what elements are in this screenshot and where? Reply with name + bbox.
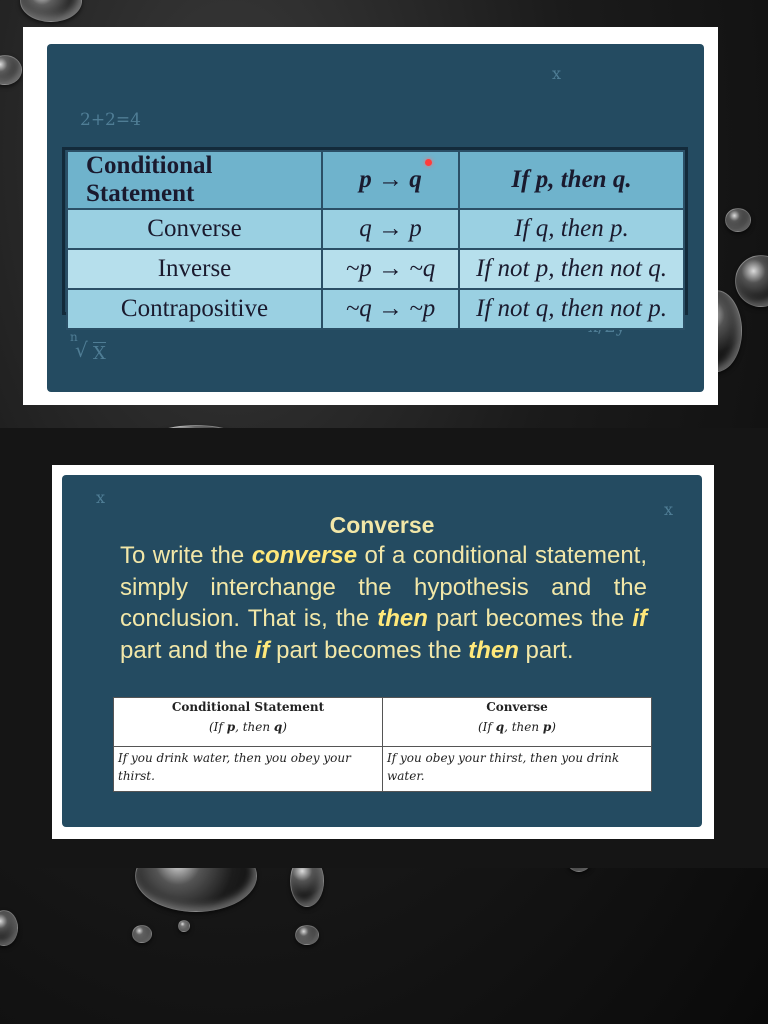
table-row bbox=[67, 151, 684, 209]
column-header-converse bbox=[383, 698, 652, 747]
root-decoration: √ bbox=[75, 338, 88, 362]
column-header-conditional bbox=[114, 698, 383, 747]
row-label: Inverse bbox=[67, 249, 322, 289]
table-row bbox=[67, 249, 684, 289]
water-droplet bbox=[132, 925, 152, 943]
paragraph-text: part. bbox=[518, 636, 574, 664]
equation-decoration: 2+2=4 bbox=[80, 110, 141, 130]
row-meaning: If not p, then not q. bbox=[459, 249, 684, 289]
emphasis-then: then bbox=[377, 605, 428, 632]
x-decoration: x bbox=[552, 64, 562, 83]
header-text: Conditional Statement bbox=[171, 700, 325, 714]
water-droplet bbox=[20, 0, 82, 22]
converse-example-table bbox=[113, 697, 652, 792]
row-symbol: p → q bbox=[322, 151, 459, 209]
water-droplet bbox=[0, 910, 18, 946]
paragraph-text: To write the bbox=[120, 542, 252, 569]
row-label: Converse bbox=[67, 209, 322, 249]
laser-pointer-dot bbox=[425, 159, 432, 166]
emphasis-then: then bbox=[468, 636, 519, 664]
water-droplet bbox=[295, 925, 319, 945]
emphasis-converse: converse bbox=[251, 542, 358, 569]
conditional-example: If you drink water, then you obey your thirst. bbox=[114, 747, 383, 792]
paragraph-text: part becomes the bbox=[427, 605, 633, 632]
table-row bbox=[67, 289, 684, 329]
water-droplet bbox=[735, 255, 768, 307]
root-var-decoration: X bbox=[93, 343, 106, 364]
paragraph-text: of a conditional statement, simply interchange the hypothesis and the conclusion. That is, the bbox=[120, 542, 647, 632]
converse-explanation bbox=[120, 540, 647, 666]
header-text: Converse bbox=[486, 700, 548, 714]
emphasis-if: if bbox=[254, 636, 270, 664]
water-droplet bbox=[0, 55, 22, 85]
row-meaning: If not q, then not p. bbox=[459, 289, 684, 329]
header-subtext: (If p, then q) bbox=[209, 720, 287, 734]
row-symbol: q → p bbox=[322, 209, 459, 249]
conditional-statements-table bbox=[66, 150, 685, 330]
row-symbol: ~p → ~q bbox=[322, 249, 459, 289]
table-row bbox=[67, 209, 684, 249]
row-meaning: If p, then q. bbox=[459, 151, 684, 209]
row-label: Conditional Statement bbox=[67, 151, 322, 209]
row-symbol: ~q → ~p bbox=[322, 289, 459, 329]
root-index-decoration: n bbox=[70, 330, 78, 344]
water-droplet bbox=[725, 208, 751, 232]
slide-title: Converse bbox=[329, 512, 435, 538]
x-decoration: x bbox=[96, 488, 106, 507]
table-row bbox=[114, 747, 652, 792]
x-decoration: x bbox=[664, 500, 674, 519]
table-row bbox=[114, 698, 652, 747]
row-meaning: If q, then p. bbox=[459, 209, 684, 249]
converse-example: If you obey your thirst, then you drink water. bbox=[383, 747, 652, 792]
row-label: Contrapositive bbox=[67, 289, 322, 329]
paragraph-text: part and the bbox=[120, 636, 255, 664]
emphasis-if: if bbox=[632, 605, 647, 632]
header-subtext: (If q, then p) bbox=[478, 720, 556, 734]
paragraph-text: part becomes the bbox=[269, 636, 469, 664]
water-droplet bbox=[178, 920, 190, 932]
